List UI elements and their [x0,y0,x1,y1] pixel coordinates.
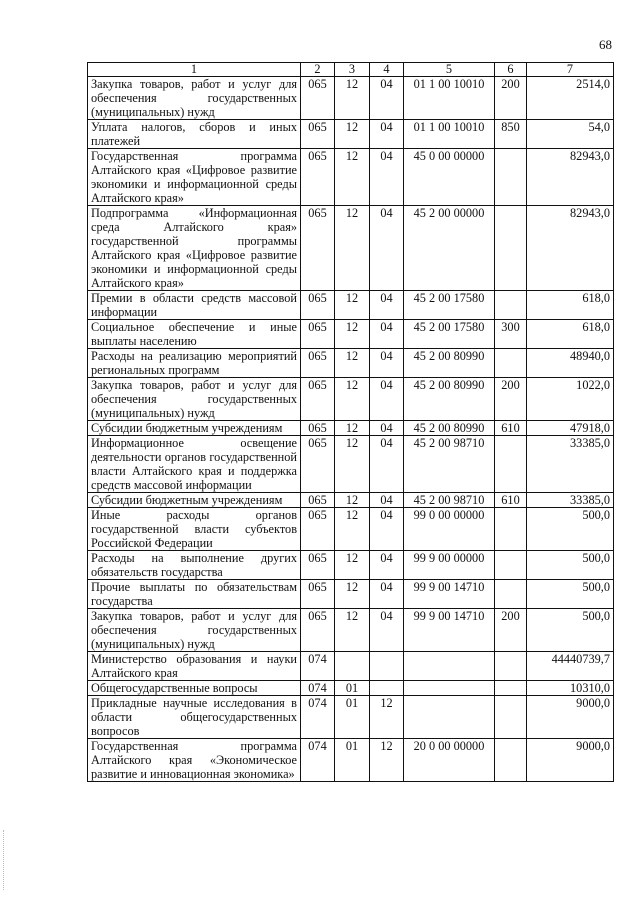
ministry-code-cell: 065 [301,508,335,551]
ministry-code-cell: 074 [301,681,335,696]
table-row [88,77,614,120]
amount-cell: 10310,0 [527,681,614,696]
amount-cell: 44440739,7 [527,652,614,681]
amount-cell: 54,0 [527,120,614,149]
table-row [88,378,614,421]
row-name-cell: Прикладные научные исследования в области общегосударственных вопросов [88,696,301,739]
subsection-code-cell: 12 [370,739,404,782]
section-code-cell: 12 [335,206,370,291]
section-code-cell: 12 [335,609,370,652]
amount-cell: 500,0 [527,580,614,609]
amount-cell: 9000,0 [527,739,614,782]
column-header: 7 [527,63,614,77]
subsection-code-cell: 04 [370,77,404,120]
target-article-cell: 45 2 00 98710 [404,436,495,493]
column-header: 5 [404,63,495,77]
section-code-cell: 12 [335,77,370,120]
ministry-code-cell: 065 [301,378,335,421]
table-row [88,609,614,652]
target-article-cell: 45 2 00 17580 [404,291,495,320]
table-row [88,120,614,149]
target-article-cell: 01 1 00 10010 [404,77,495,120]
amount-cell: 500,0 [527,551,614,580]
amount-cell: 500,0 [527,609,614,652]
target-article-cell [404,696,495,739]
target-article-cell: 45 2 00 98710 [404,493,495,508]
row-name-cell: Общегосударственные вопросы [88,681,301,696]
target-article-cell: 45 2 00 00000 [404,206,495,291]
header-row [88,63,614,77]
target-article-cell: 45 2 00 80990 [404,349,495,378]
expense-type-cell [495,696,527,739]
subsection-code-cell [370,652,404,681]
row-name-cell: Субсидии бюджетным учреждениям [88,493,301,508]
subsection-code-cell: 04 [370,349,404,378]
expense-type-cell [495,149,527,206]
section-code-cell [335,652,370,681]
row-name-cell: Социальное обеспечение и иные выплаты населению [88,320,301,349]
row-name-cell: Иные расходы органов государственной власти субъектов Российской Федерации [88,508,301,551]
table-row [88,739,614,782]
target-article-cell: 45 2 00 80990 [404,378,495,421]
column-header: 2 [301,63,335,77]
row-name-cell: Субсидии бюджетным учреждениям [88,421,301,436]
ministry-code-cell: 065 [301,421,335,436]
ministry-code-cell: 074 [301,696,335,739]
table-row [88,206,614,291]
ministry-code-cell: 065 [301,149,335,206]
amount-cell: 9000,0 [527,696,614,739]
subsection-code-cell: 04 [370,206,404,291]
table-row [88,580,614,609]
subsection-code-cell: 04 [370,436,404,493]
section-code-cell: 12 [335,149,370,206]
subsection-code-cell: 04 [370,120,404,149]
ministry-code-cell: 065 [301,320,335,349]
ministry-code-cell: 065 [301,120,335,149]
column-header: 4 [370,63,404,77]
subsection-code-cell: 04 [370,493,404,508]
amount-cell: 82943,0 [527,206,614,291]
ministry-code-cell: 065 [301,349,335,378]
section-code-cell: 12 [335,421,370,436]
column-header: 3 [335,63,370,77]
row-name-cell: Закупка товаров, работ и услуг для обеспечения государственных (муниципальных) нужд [88,609,301,652]
row-name-cell: Расходы на реализацию мероприятий региональных программ [88,349,301,378]
target-article-cell: 99 9 00 00000 [404,551,495,580]
row-name-cell: Подпрограмма «Информационная среда Алтайского края» государственной программы Алтайского края «Цифровое развитие экономики и информационной среды Алтайского края» [88,206,301,291]
expense-type-cell [495,349,527,378]
target-article-cell: 99 9 00 14710 [404,609,495,652]
target-article-cell: 45 2 00 17580 [404,320,495,349]
table-row [88,149,614,206]
table-row [88,696,614,739]
target-article-cell [404,681,495,696]
expense-type-cell [495,551,527,580]
row-name-cell: Уплата налогов, сборов и иных платежей [88,120,301,149]
amount-cell: 618,0 [527,291,614,320]
expense-type-cell [495,206,527,291]
section-code-cell: 12 [335,120,370,149]
target-article-cell: 99 9 00 14710 [404,580,495,609]
expense-type-cell: 200 [495,378,527,421]
expense-type-cell: 610 [495,421,527,436]
target-article-cell [404,652,495,681]
section-code-cell: 01 [335,681,370,696]
subsection-code-cell: 04 [370,291,404,320]
scan-edge-marks [3,830,6,890]
row-name-cell: Государственная программа Алтайского края «Экономическое развитие и инновационная экономика» [88,739,301,782]
expense-type-cell: 200 [495,609,527,652]
target-article-cell: 20 0 00 00000 [404,739,495,782]
table-row [88,349,614,378]
section-code-cell: 12 [335,320,370,349]
subsection-code-cell: 04 [370,149,404,206]
section-code-cell: 01 [335,696,370,739]
subsection-code-cell: 04 [370,508,404,551]
ministry-code-cell: 074 [301,739,335,782]
row-name-cell: Министерство образования и науки Алтайского края [88,652,301,681]
ministry-code-cell: 065 [301,291,335,320]
expense-type-cell: 200 [495,77,527,120]
section-code-cell: 12 [335,378,370,421]
expense-type-cell [495,291,527,320]
row-name-cell: Информационное освещение деятельности органов государственной власти Алтайского края и поддержка средств массовой информации [88,436,301,493]
section-code-cell: 12 [335,436,370,493]
ministry-code-cell: 065 [301,436,335,493]
section-code-cell: 12 [335,493,370,508]
table-row [88,551,614,580]
ministry-code-cell: 065 [301,206,335,291]
table-row [88,681,614,696]
target-article-cell: 99 0 00 00000 [404,508,495,551]
expense-type-cell [495,508,527,551]
target-article-cell: 01 1 00 10010 [404,120,495,149]
target-article-cell: 45 0 00 00000 [404,149,495,206]
table-body [88,77,614,782]
table-row [88,421,614,436]
subsection-code-cell: 04 [370,551,404,580]
expense-type-cell [495,739,527,782]
amount-cell: 618,0 [527,320,614,349]
ministry-code-cell: 074 [301,652,335,681]
ministry-code-cell: 065 [301,609,335,652]
table-row [88,436,614,493]
subsection-code-cell: 04 [370,421,404,436]
expense-type-cell [495,681,527,696]
amount-cell: 1022,0 [527,378,614,421]
ministry-code-cell: 065 [301,551,335,580]
amount-cell: 48940,0 [527,349,614,378]
column-header: 6 [495,63,527,77]
table-row [88,291,614,320]
expense-type-cell [495,436,527,493]
amount-cell: 33385,0 [527,493,614,508]
row-name-cell: Государственная программа Алтайского края «Цифровое развитие экономики и информационной среды Алтайского края» [88,149,301,206]
row-name-cell: Расходы на выполнение других обязательств государства [88,551,301,580]
row-name-cell: Премии в области средств массовой информации [88,291,301,320]
row-name-cell: Прочие выплаты по обязательствам государства [88,580,301,609]
amount-cell: 2514,0 [527,77,614,120]
subsection-code-cell: 04 [370,378,404,421]
subsection-code-cell: 04 [370,320,404,349]
subsection-code-cell: 04 [370,580,404,609]
row-name-cell: Закупка товаров, работ и услуг для обеспечения государственных (муниципальных) нужд [88,378,301,421]
amount-cell: 82943,0 [527,149,614,206]
ministry-code-cell: 065 [301,580,335,609]
budget-table [87,62,614,782]
ministry-code-cell: 065 [301,493,335,508]
section-code-cell: 12 [335,291,370,320]
subsection-code-cell [370,681,404,696]
table-row [88,508,614,551]
section-code-cell: 01 [335,739,370,782]
amount-cell: 500,0 [527,508,614,551]
ministry-code-cell: 065 [301,77,335,120]
table-row [88,493,614,508]
table-row [88,320,614,349]
section-code-cell: 12 [335,580,370,609]
expense-type-cell [495,652,527,681]
expense-type-cell: 300 [495,320,527,349]
subsection-code-cell: 04 [370,609,404,652]
table-row [88,652,614,681]
column-header: 1 [88,63,301,77]
row-name-cell: Закупка товаров, работ и услуг для обеспечения государственных (муниципальных) нужд [88,77,301,120]
target-article-cell: 45 2 00 80990 [404,421,495,436]
expense-type-cell: 850 [495,120,527,149]
amount-cell: 33385,0 [527,436,614,493]
section-code-cell: 12 [335,508,370,551]
subsection-code-cell: 12 [370,696,404,739]
amount-cell: 47918,0 [527,421,614,436]
expense-type-cell [495,580,527,609]
expense-type-cell: 610 [495,493,527,508]
section-code-cell: 12 [335,551,370,580]
section-code-cell: 12 [335,349,370,378]
page-number: 68 [599,37,612,52]
